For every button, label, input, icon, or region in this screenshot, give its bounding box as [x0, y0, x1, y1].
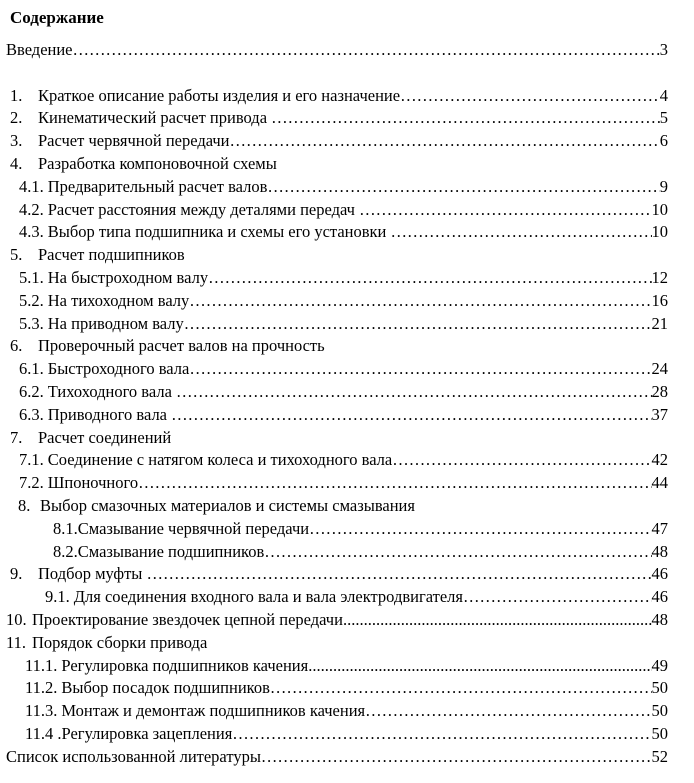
toc-dot-leader: [308, 655, 651, 678]
toc-entry-title: Соединение с натягом колеса и тихоходного вала: [47, 450, 393, 470]
toc-entry-number: 7.2.: [19, 473, 44, 493]
toc-dot-leader: [264, 541, 651, 564]
toc-entry-title: На приводном валу: [47, 313, 184, 333]
toc-page-number: 48: [651, 541, 668, 561]
toc-entry: [18, 495, 668, 518]
toc-entry: [25, 723, 668, 746]
toc-entry: [19, 449, 668, 472]
toc-page-number: 28: [651, 381, 668, 401]
toc-page-number: 46: [651, 587, 668, 607]
toc-page-number: 9: [659, 176, 668, 196]
toc-entry-number: 5.2.: [19, 290, 44, 310]
page-title: Содержание: [10, 8, 104, 27]
toc-entry: [19, 472, 668, 495]
toc-entry: [10, 153, 668, 176]
toc-entry-title: Смазывание подшипников: [77, 541, 265, 561]
toc-page-number: 10: [651, 222, 668, 242]
toc-entry-number: 9.1.: [45, 587, 70, 607]
toc-entry-number: 8.2.: [53, 541, 78, 561]
toc-entry-number: 7.1.: [19, 450, 44, 470]
toc-entry: [19, 381, 668, 404]
toc-page-number: 6: [659, 131, 668, 151]
toc-entry-number: 4.2.: [19, 199, 44, 219]
toc-entry-number: 6.1.: [19, 359, 44, 379]
toc-entry: [10, 244, 668, 267]
toc-page-number: 3: [659, 40, 668, 59]
toc-entry: [25, 677, 668, 700]
toc-dot-leader: [359, 199, 651, 222]
toc-entry-title: Расчет подшипников: [38, 245, 185, 265]
toc-dot-leader: [232, 723, 651, 746]
toc-entry: [10, 107, 668, 130]
toc-dot-leader: [230, 130, 660, 153]
toc-dot-leader: [392, 449, 651, 472]
toc-entry: [19, 267, 668, 290]
toc-entry: [6, 746, 668, 769]
toc-dot-leader: [343, 609, 652, 632]
toc-dot-leader: [261, 746, 652, 769]
toc-entry-number: 4.3.: [19, 222, 44, 242]
toc-entry: [25, 700, 668, 723]
toc-dot-leader: [400, 85, 660, 108]
toc-entry-title: Регулировка зацепления: [61, 723, 233, 743]
toc-dot-leader: [176, 381, 651, 404]
toc-entry-number: 5.1.: [19, 267, 44, 287]
toc-entry: [19, 313, 668, 336]
toc-entry: [53, 541, 668, 564]
toc-entry-title: Расчет червячной передачи: [38, 131, 230, 151]
toc-entry: [6, 39, 668, 62]
toc-entry: [6, 632, 668, 655]
toc-entry-title: Введение: [6, 40, 73, 59]
toc-dot-leader: [189, 358, 651, 381]
toc-entry-title: Разработка компоновочной схемы: [38, 153, 277, 173]
toc-entry: [10, 563, 668, 586]
toc-page-number: 49: [651, 655, 668, 675]
toc-dot-leader: [184, 313, 652, 336]
toc-dot-leader: [208, 267, 651, 290]
toc-entry-title: Проектирование звездочек цепной передачи: [32, 609, 343, 629]
toc-entry-title: Проверочный расчет валов на прочность: [38, 336, 325, 356]
toc-entry-number: 11.2.: [25, 678, 58, 698]
toc-entry-title: Список использованной литературы: [6, 746, 261, 766]
toc-dot-leader: [73, 39, 660, 62]
toc-entry-number: 11.4 .: [25, 723, 62, 743]
toc-entry: [10, 130, 668, 153]
toc-page-number: 50: [651, 723, 668, 743]
toc-entry-title: Быстроходного вала: [47, 359, 190, 379]
toc-entry: [19, 199, 668, 222]
toc-entry-number: 5.: [10, 245, 23, 265]
toc-page-number: 24: [651, 359, 668, 379]
toc-page-number: 46: [651, 564, 668, 584]
toc-page-number: 12: [651, 267, 668, 287]
toc-entry-number: 5.3.: [19, 313, 44, 333]
toc-entry-number: 6.2.: [19, 381, 44, 401]
toc-entry: [45, 586, 668, 609]
toc-entry: [10, 335, 668, 358]
toc-page-number: 47: [651, 518, 668, 538]
toc-entry-number: 9.: [10, 564, 23, 584]
toc-entry: [10, 427, 668, 450]
toc-dot-leader: [189, 290, 651, 313]
toc-entry-number: 7.: [10, 427, 23, 447]
toc-page-number: 48: [651, 609, 668, 629]
toc-entry-title: Расчет расстояния между деталями передач: [47, 199, 360, 219]
toc-page-number: 44: [651, 473, 668, 493]
toc-entry-title: Расчет соединений: [38, 427, 172, 447]
toc-entry: [19, 290, 668, 313]
toc-page-number: 21: [651, 313, 668, 333]
toc-entry-title: На тихоходном валу: [47, 290, 190, 310]
toc-entry-title: Выбор посадок подшипников: [61, 678, 270, 698]
toc-entry-title: Краткое описание работы изделия и его назначение: [38, 85, 401, 105]
toc-entry-number: 11.: [6, 632, 27, 652]
toc-entry-title: На быстроходном валу: [47, 267, 209, 287]
toc-entry-title: Смазывание червячной передачи: [77, 518, 310, 538]
toc-entry: [19, 358, 668, 381]
toc-page-number: 4: [659, 85, 668, 105]
toc-entry: [19, 221, 668, 244]
toc-page-number: 37: [651, 404, 668, 424]
toc-entry: [10, 85, 668, 108]
toc-page-number: 50: [651, 678, 668, 698]
toc-dot-leader: [267, 176, 659, 199]
toc-entry-title: Подбор муфты: [38, 564, 147, 584]
toc-entry-title: Регулировка подшипников качения: [61, 655, 309, 675]
toc-entry: [19, 176, 668, 199]
toc-page-number: 52: [651, 746, 668, 766]
toc-page-number: 5: [659, 108, 668, 128]
toc-entry: [6, 609, 668, 632]
toc-entry-number: 2.: [10, 108, 23, 128]
toc-dot-leader: [147, 563, 652, 586]
toc-entry-number: 1.: [10, 85, 23, 105]
toc-entry-title: Монтаж и демонтаж подшипников качения: [61, 701, 366, 721]
toc-entry-number: 3.: [10, 131, 23, 151]
toc-entry: [53, 518, 668, 541]
toc-dot-leader: [391, 221, 652, 244]
toc-entry-number: 11.3.: [25, 701, 58, 721]
toc-dot-leader: [463, 586, 652, 609]
toc-entry-number: 6.3.: [19, 404, 44, 424]
toc-entry-number: 8.1.: [53, 518, 78, 538]
toc-dot-leader: [365, 700, 651, 723]
toc-page-number: 10: [651, 199, 668, 219]
toc-entry-number: 11.1.: [25, 655, 58, 675]
toc-entry-title: Предварительный расчет валов: [47, 176, 268, 196]
toc-entry-title: Порядок сборки привода: [32, 632, 208, 652]
table-of-contents: [6, 39, 668, 769]
toc-entry-number: 4.: [10, 153, 23, 173]
toc-page-number: 16: [651, 290, 668, 310]
toc-entry-title: Выбор смазочных материалов и системы смазывания: [40, 495, 415, 515]
toc-dot-leader: [270, 677, 652, 700]
toc-dot-leader: [271, 107, 660, 130]
toc-entry-title: Приводного вала: [47, 404, 172, 424]
toc-entry-number: 4.1.: [19, 176, 44, 196]
toc-page-number: 50: [651, 701, 668, 721]
toc-entry-title: Для соединения входного вала и вала электродвигателя: [73, 587, 463, 607]
toc-entry-title: Выбор типа подшипника и схемы его установки: [47, 222, 391, 242]
toc-dot-leader: [171, 404, 651, 427]
toc-entry: [19, 404, 668, 427]
toc-entry-title: Шпоночного: [47, 473, 139, 493]
toc-page-number: 42: [651, 450, 668, 470]
toc-entry-number: 10.: [6, 609, 27, 629]
toc-entry: [25, 655, 668, 678]
toc-entry-number: 6.: [10, 336, 23, 356]
toc-dot-leader: [309, 518, 651, 541]
toc-entry-number: 8.: [18, 495, 31, 515]
toc-dot-leader: [138, 472, 651, 495]
toc-entry-title: Кинематический расчет привода: [38, 108, 272, 128]
toc-entry-title: Тихоходного вала: [47, 381, 177, 401]
